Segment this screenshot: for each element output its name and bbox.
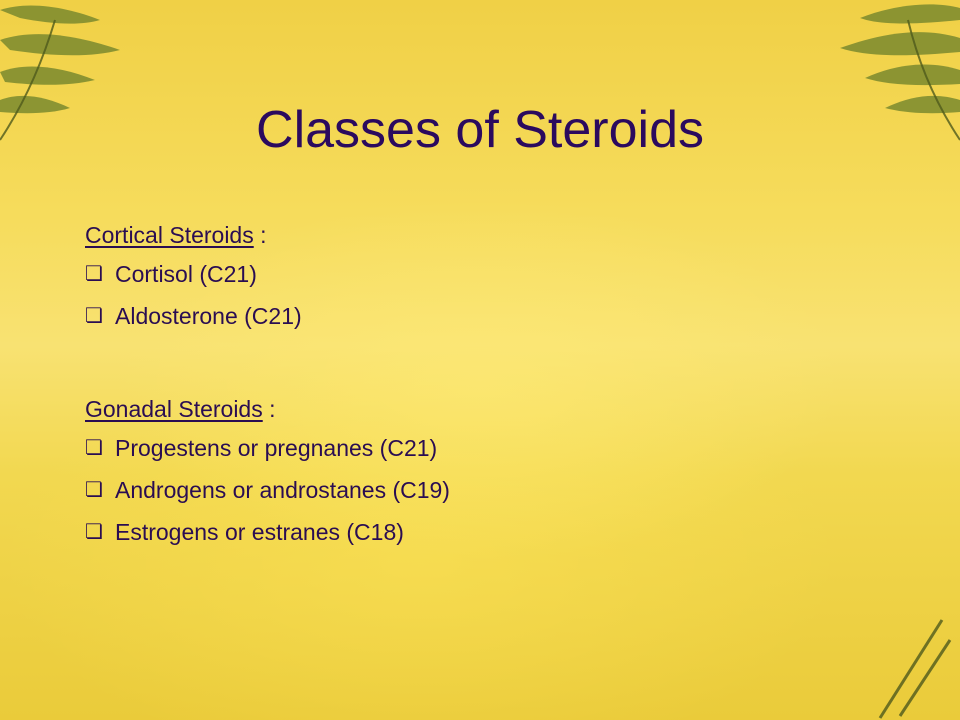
slide-title: Classes of Steroids <box>256 101 704 159</box>
section-heading-text: Cortical Steroids <box>85 222 254 248</box>
list-item <box>85 295 450 337</box>
bullet-box-icon: ❏ <box>85 521 103 543</box>
list-item-text: Progestens or pregnanes (C21) <box>115 435 438 461</box>
bullet-box-icon: ❏ <box>85 263 103 285</box>
section-heading-cortical <box>85 217 450 253</box>
bamboo-stroke-decoration <box>870 610 960 720</box>
list-item <box>85 253 450 295</box>
list-item-text: Cortisol (C21) <box>115 261 257 287</box>
bullet-box-icon: ❏ <box>85 305 103 327</box>
list-item <box>85 427 450 469</box>
list-item-text: Androgens or androstanes (C19) <box>115 477 450 503</box>
section-heading-text: Gonadal Steroids <box>85 396 263 422</box>
list-item-text: Estrogens or estranes (C18) <box>115 519 404 545</box>
list-item <box>85 511 450 553</box>
slide-content <box>85 217 450 553</box>
list-item-text: Aldosterone (C21) <box>115 303 302 329</box>
list-item <box>85 469 450 511</box>
heading-separator: : <box>269 396 276 422</box>
section-heading-gonadal <box>85 391 450 427</box>
heading-separator: : <box>260 222 267 248</box>
bullet-box-icon: ❏ <box>85 479 103 501</box>
section-spacer <box>85 337 450 391</box>
bullet-box-icon: ❏ <box>85 437 103 459</box>
